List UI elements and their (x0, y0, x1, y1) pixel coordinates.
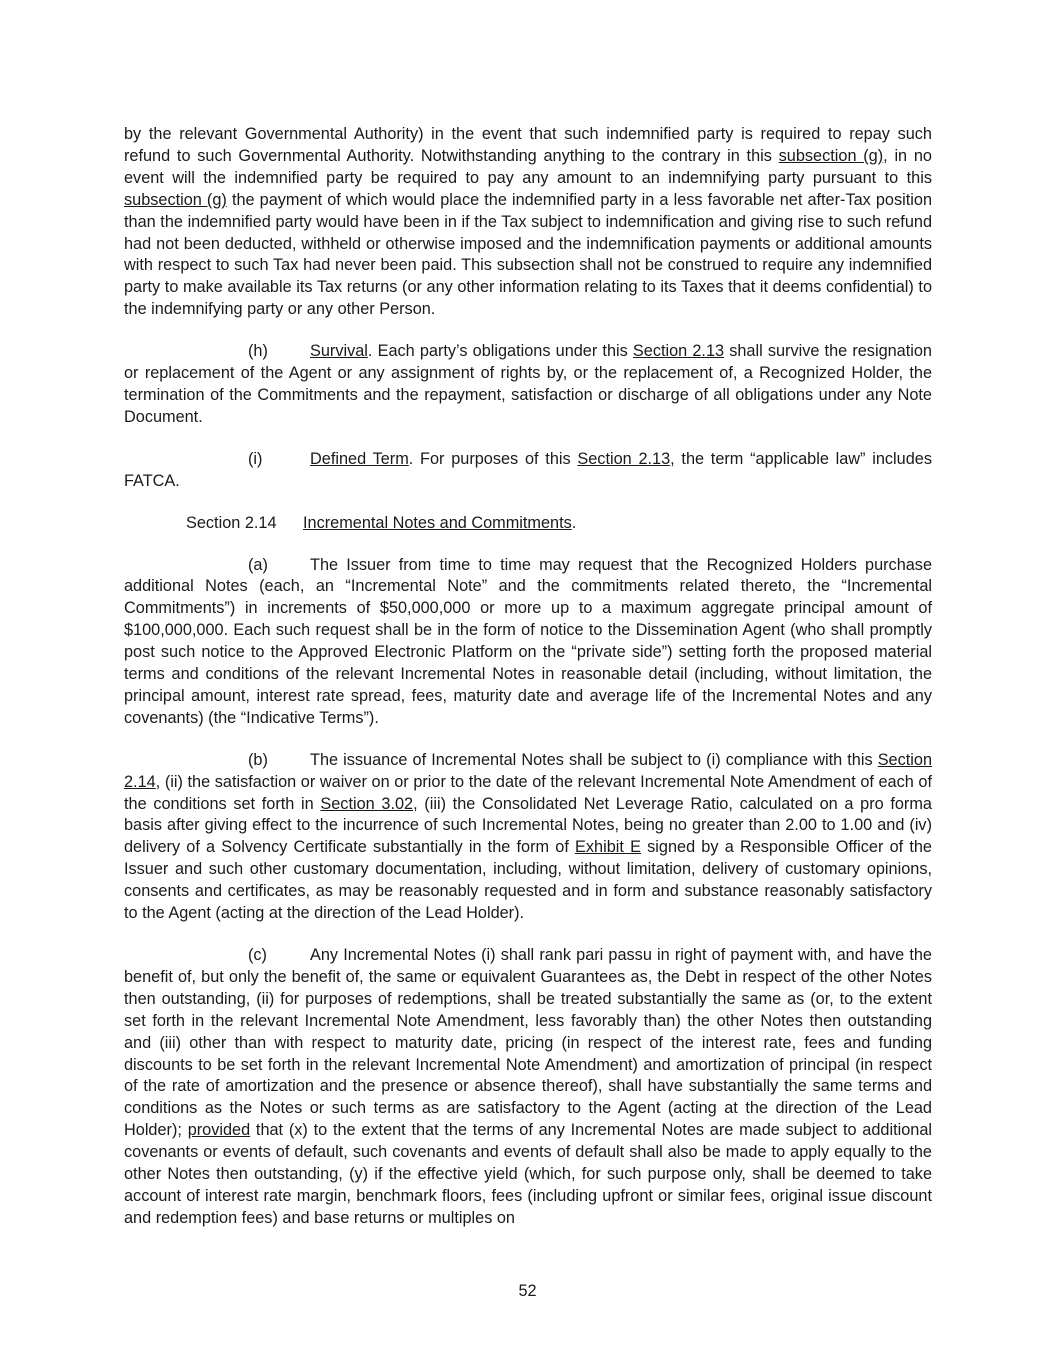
paragraph-c-label: (c) (248, 946, 267, 964)
section-title-suffix: . (571, 513, 577, 532)
document-page (124, 124, 932, 1230)
subsection-g-reference-2: subsection (g) (124, 190, 227, 209)
paragraph-a-label: (a) (248, 555, 268, 574)
paragraph-b (124, 750, 932, 925)
paragraph-b-text-1: The issuance of Incremental Notes shall be subject to (i) compliance with this (310, 750, 878, 769)
section-2-14-reference: Section 2.14 (124, 750, 932, 791)
paragraph-h-text-1: . Each party’s obligations under this (367, 342, 633, 361)
section-2-14-heading (124, 513, 932, 535)
continuation-text-2: , in no event will the indemnified party be required to pay any amount to an indemnifying party pursuant to this (124, 146, 932, 187)
paragraph-h-heading: Survival (310, 342, 368, 361)
paragraph-b-text-3: , (iii) the Consolidated Net Leverage Ratio, calculated on a pro forma basis after giving effect to the incurrence of such Incremental Notes, being no greater than 2.00 to 1.00 and (iv) delivery of a Solvency Certificate substantially in the form of (124, 794, 932, 857)
paragraph-b-label: (b) (248, 750, 268, 769)
section-2-13-reference: Section 2.13 (632, 342, 725, 361)
paragraph-i-text-1: . For purposes of this (408, 449, 578, 468)
paragraph-h-label: (h) (248, 342, 268, 361)
section-2-13-reference-2: Section 2.13 (577, 449, 671, 468)
paragraph-c (124, 945, 932, 1230)
page-number: 52 (518, 1282, 537, 1300)
provided-term: provided (187, 1121, 251, 1140)
paragraph-b-text-4: signed by a Responsible Officer of the Issuer and such other customary documentation, including, without limitation, delivery of customary opinions, consents and certificates, as may be reasonably requested and in form and substance reasonably satisfactory to the Agent (acting at the direction of the Lead Holder). (124, 838, 932, 923)
paragraph-i-heading: Defined Term (310, 449, 409, 468)
continuation-text-1: by the relevant Governmental Authority) in the event that such indemnified party is required to repay such refund to such Governmental Authority. Notwithstanding anything to the contrary in this (124, 125, 932, 165)
paragraph-i (124, 449, 932, 493)
paragraph-a (124, 555, 932, 730)
paragraph-h (124, 341, 932, 429)
paragraph-c-text-1: Any Incremental Notes (i) shall rank pari passu in right of payment with, and have the benefit of, but only the benefit of, the same or equivalent Guarantees as, the Debt in respect of the other Notes then outstanding, (ii) for purposes of redemptions, shall be treated substantially the same as (or, to the extent set forth in the relevant Incremental Note Amendment, less favorably than) the other Notes then outstanding and (iii) other than with respect to maturity date, pricing (in respect of the interest rate, fees and funding discounts to be set forth in the relevant Incremental Note Amendment) and amortization of principal (in respect of the rate of amortization and the presence or absence thereof), shall have substantially the same terms and conditions as the Notes or such terms as are satisfactory to the Agent (acting at the direction of the Lead Holder); (124, 946, 932, 1140)
section-3-02-reference: Section 3.02 (320, 794, 414, 813)
continuation-text-3: the payment of which would place the indemnified party in a less favorable net after-Tax position than the indemnified party would have been in if the Tax subject to indemnification and giving rise to such refund had not been deducted, withheld or otherwise imposed and the indemnification payments or additional amounts with respect to such Tax had never been paid. This subsection shall not be construed to require any indemnified party to make available its Tax returns (or any other information relating to its Taxes that it deems confidential) to the indemnifying party or any other Person. (124, 190, 932, 319)
paragraph-i-text-2: , the term “applicable law” includes FATCA. (124, 449, 932, 490)
continuation-paragraph (124, 124, 932, 321)
section-number: Section 2.14 (186, 513, 277, 532)
exhibit-e-reference: Exhibit E (575, 838, 641, 857)
paragraph-h-text-2: shall survive the resignation or replacement of the Agent or any assignment of rights by, or the replacement of, a Recognized Holder, the termination of the Commitments and the repayment, satisfaction or discharge of all obligations under any Note Document. (124, 342, 932, 426)
paragraph-b-text-2: , (ii) the satisfaction or waiver on or prior to the date of the relevant Incremental Note Amendment of each of the conditions set forth in (124, 772, 932, 813)
paragraph-c-text-2: that (x) to the extent that the terms of any Incremental Notes are made subject to additional covenants or events of default, such covenants and events of default shall also be made to apply equally to the other Notes then outstanding, (y) if the effective yield (which, for such purpose only, shall be deemed to take account of interest rate margin, benchmark floors, fees (including upfront or similar fees, original issue discount and redemption fees) and base returns or multiples on (124, 1121, 932, 1227)
paragraph-i-label: (i) (248, 449, 263, 468)
section-title: Incremental Notes and Commitments (303, 513, 572, 532)
subsection-g-reference-1: subsection (g) (778, 146, 884, 165)
paragraph-a-text: The Issuer from time to time may request that the Recognized Holders purchase additional Notes (each, an “Incremental Note” and the commitments related thereto, the “Incremental Commitments”) in increments of $50,000,000 or more up to a maximum aggregate principal amount of $100,000,000. Each such request shall be in the form of notice to the Dissemination Agent (who shall promptly post such notice to the Approved Electronic Platform on the “private side”) setting forth the proposed material terms and conditions of the relevant Incremental Notes in reasonable detail (including, without limitation, the principal amount, interest rate spread, fees, maturity date and average life of the Incremental Notes and any covenants) (the “Indicative Terms”). (124, 555, 932, 727)
